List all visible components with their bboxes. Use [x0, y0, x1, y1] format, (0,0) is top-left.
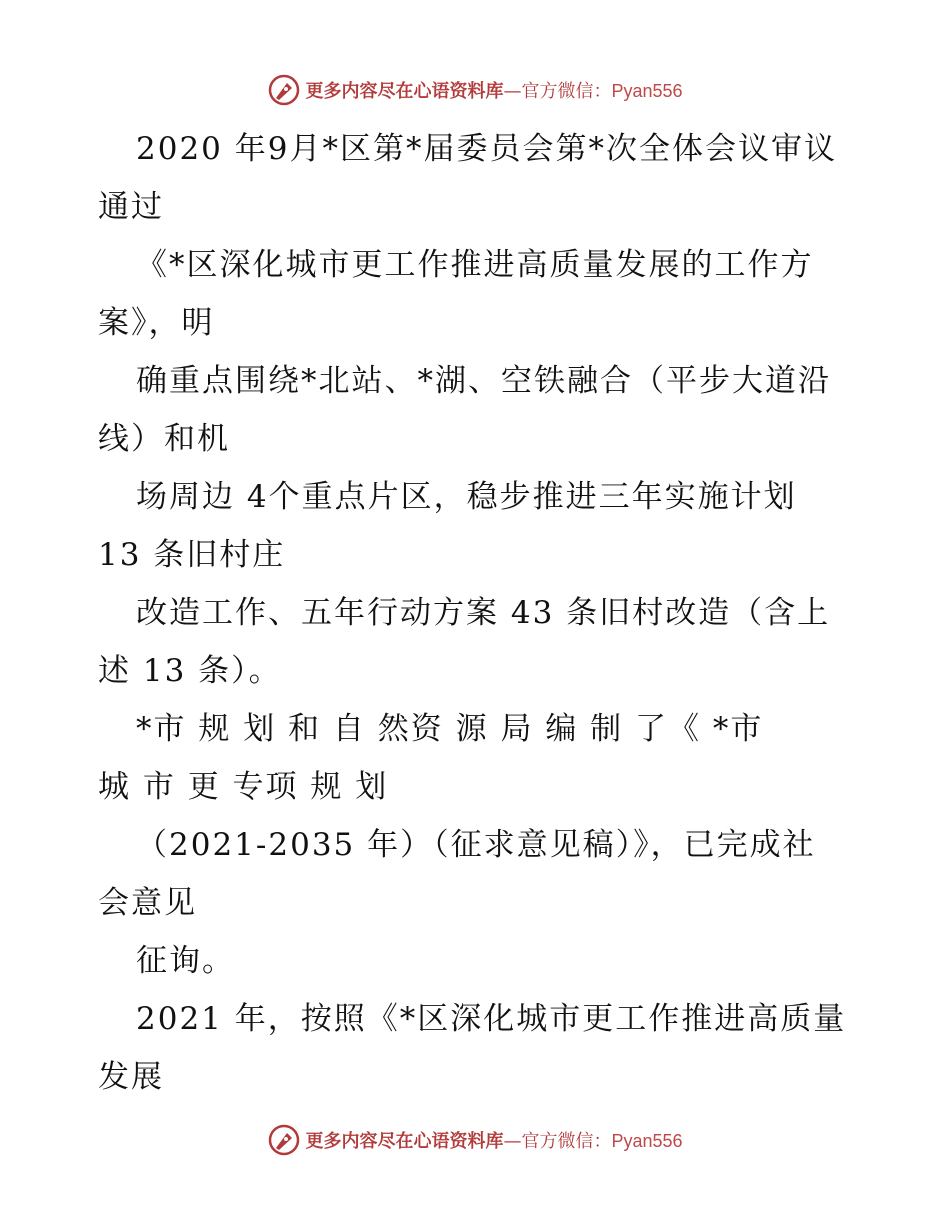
paragraph-line: 述 13 条）。 — [98, 653, 282, 689]
banner-text — [305, 1127, 682, 1153]
banner-separator: — — [503, 1131, 522, 1152]
footer-watermark-banner — [0, 1120, 950, 1160]
paragraph-line: 线）和机 — [98, 421, 230, 457]
paragraph-line: *市 规 划 和 自 然资 源 局 编 制 了《 *市 — [136, 711, 764, 747]
paragraph-1 — [98, 120, 858, 236]
paragraph-9 — [98, 990, 858, 1106]
paragraph-6 — [98, 700, 858, 816]
banner-wechat-label: 官方微信： — [521, 1131, 612, 1152]
banner-wechat-id: Pyan556 — [611, 81, 683, 101]
paragraph-4 — [98, 468, 858, 584]
document-body — [98, 120, 858, 1106]
paragraph-3 — [98, 352, 858, 468]
paragraph-line: 征询。 — [136, 943, 235, 979]
header-watermark-banner — [0, 70, 950, 110]
paragraph-8 — [98, 932, 858, 990]
paragraph-line: （2021-2035 年）（征求意见稿）》，已完成社 — [136, 827, 816, 863]
banner-wechat-label: 官方微信： — [521, 81, 612, 102]
paragraph-line: 通过 — [98, 189, 164, 225]
paragraph-line: 《*区深化城市更工作推进高质量发展的工作方 — [136, 247, 814, 283]
banner-wechat-id: Pyan556 — [611, 1131, 683, 1151]
paragraph-line: 2021 年，按照《*区深化城市更工作推进高质量 — [136, 1001, 847, 1037]
paragraph-line: 改造工作、五年行动方案 43 条旧村改造（含上 — [136, 595, 831, 631]
paragraph-line: 案》，明 — [98, 305, 215, 341]
paragraph-line: 城 市 更 专项 规 划 — [98, 769, 389, 805]
pen-nib-circle-icon — [267, 1123, 301, 1157]
banner-brand: 更多内容尽在心语资料库 — [305, 1131, 504, 1152]
paragraph-line: 会意见 — [98, 885, 197, 921]
pen-nib-circle-icon — [267, 73, 301, 107]
paragraph-line: 2020 年9月*区第*届委员会第*次全体会议审议 — [136, 131, 837, 167]
paragraph-line: 确重点围绕*北站、*湖、空铁融合（平步大道沿 — [136, 363, 831, 399]
banner-brand: 更多内容尽在心语资料库 — [305, 81, 504, 102]
paragraph-line: 场周边 4个重点片区，稳步推进三年实施计划 — [136, 479, 797, 515]
paragraph-2 — [98, 236, 858, 352]
banner-text — [305, 77, 682, 103]
paragraph-7 — [98, 816, 858, 932]
paragraph-line: 发展 — [98, 1059, 164, 1095]
banner-separator: — — [503, 81, 522, 102]
paragraph-line: 13 条旧村庄 — [98, 537, 286, 573]
paragraph-5 — [98, 584, 858, 700]
